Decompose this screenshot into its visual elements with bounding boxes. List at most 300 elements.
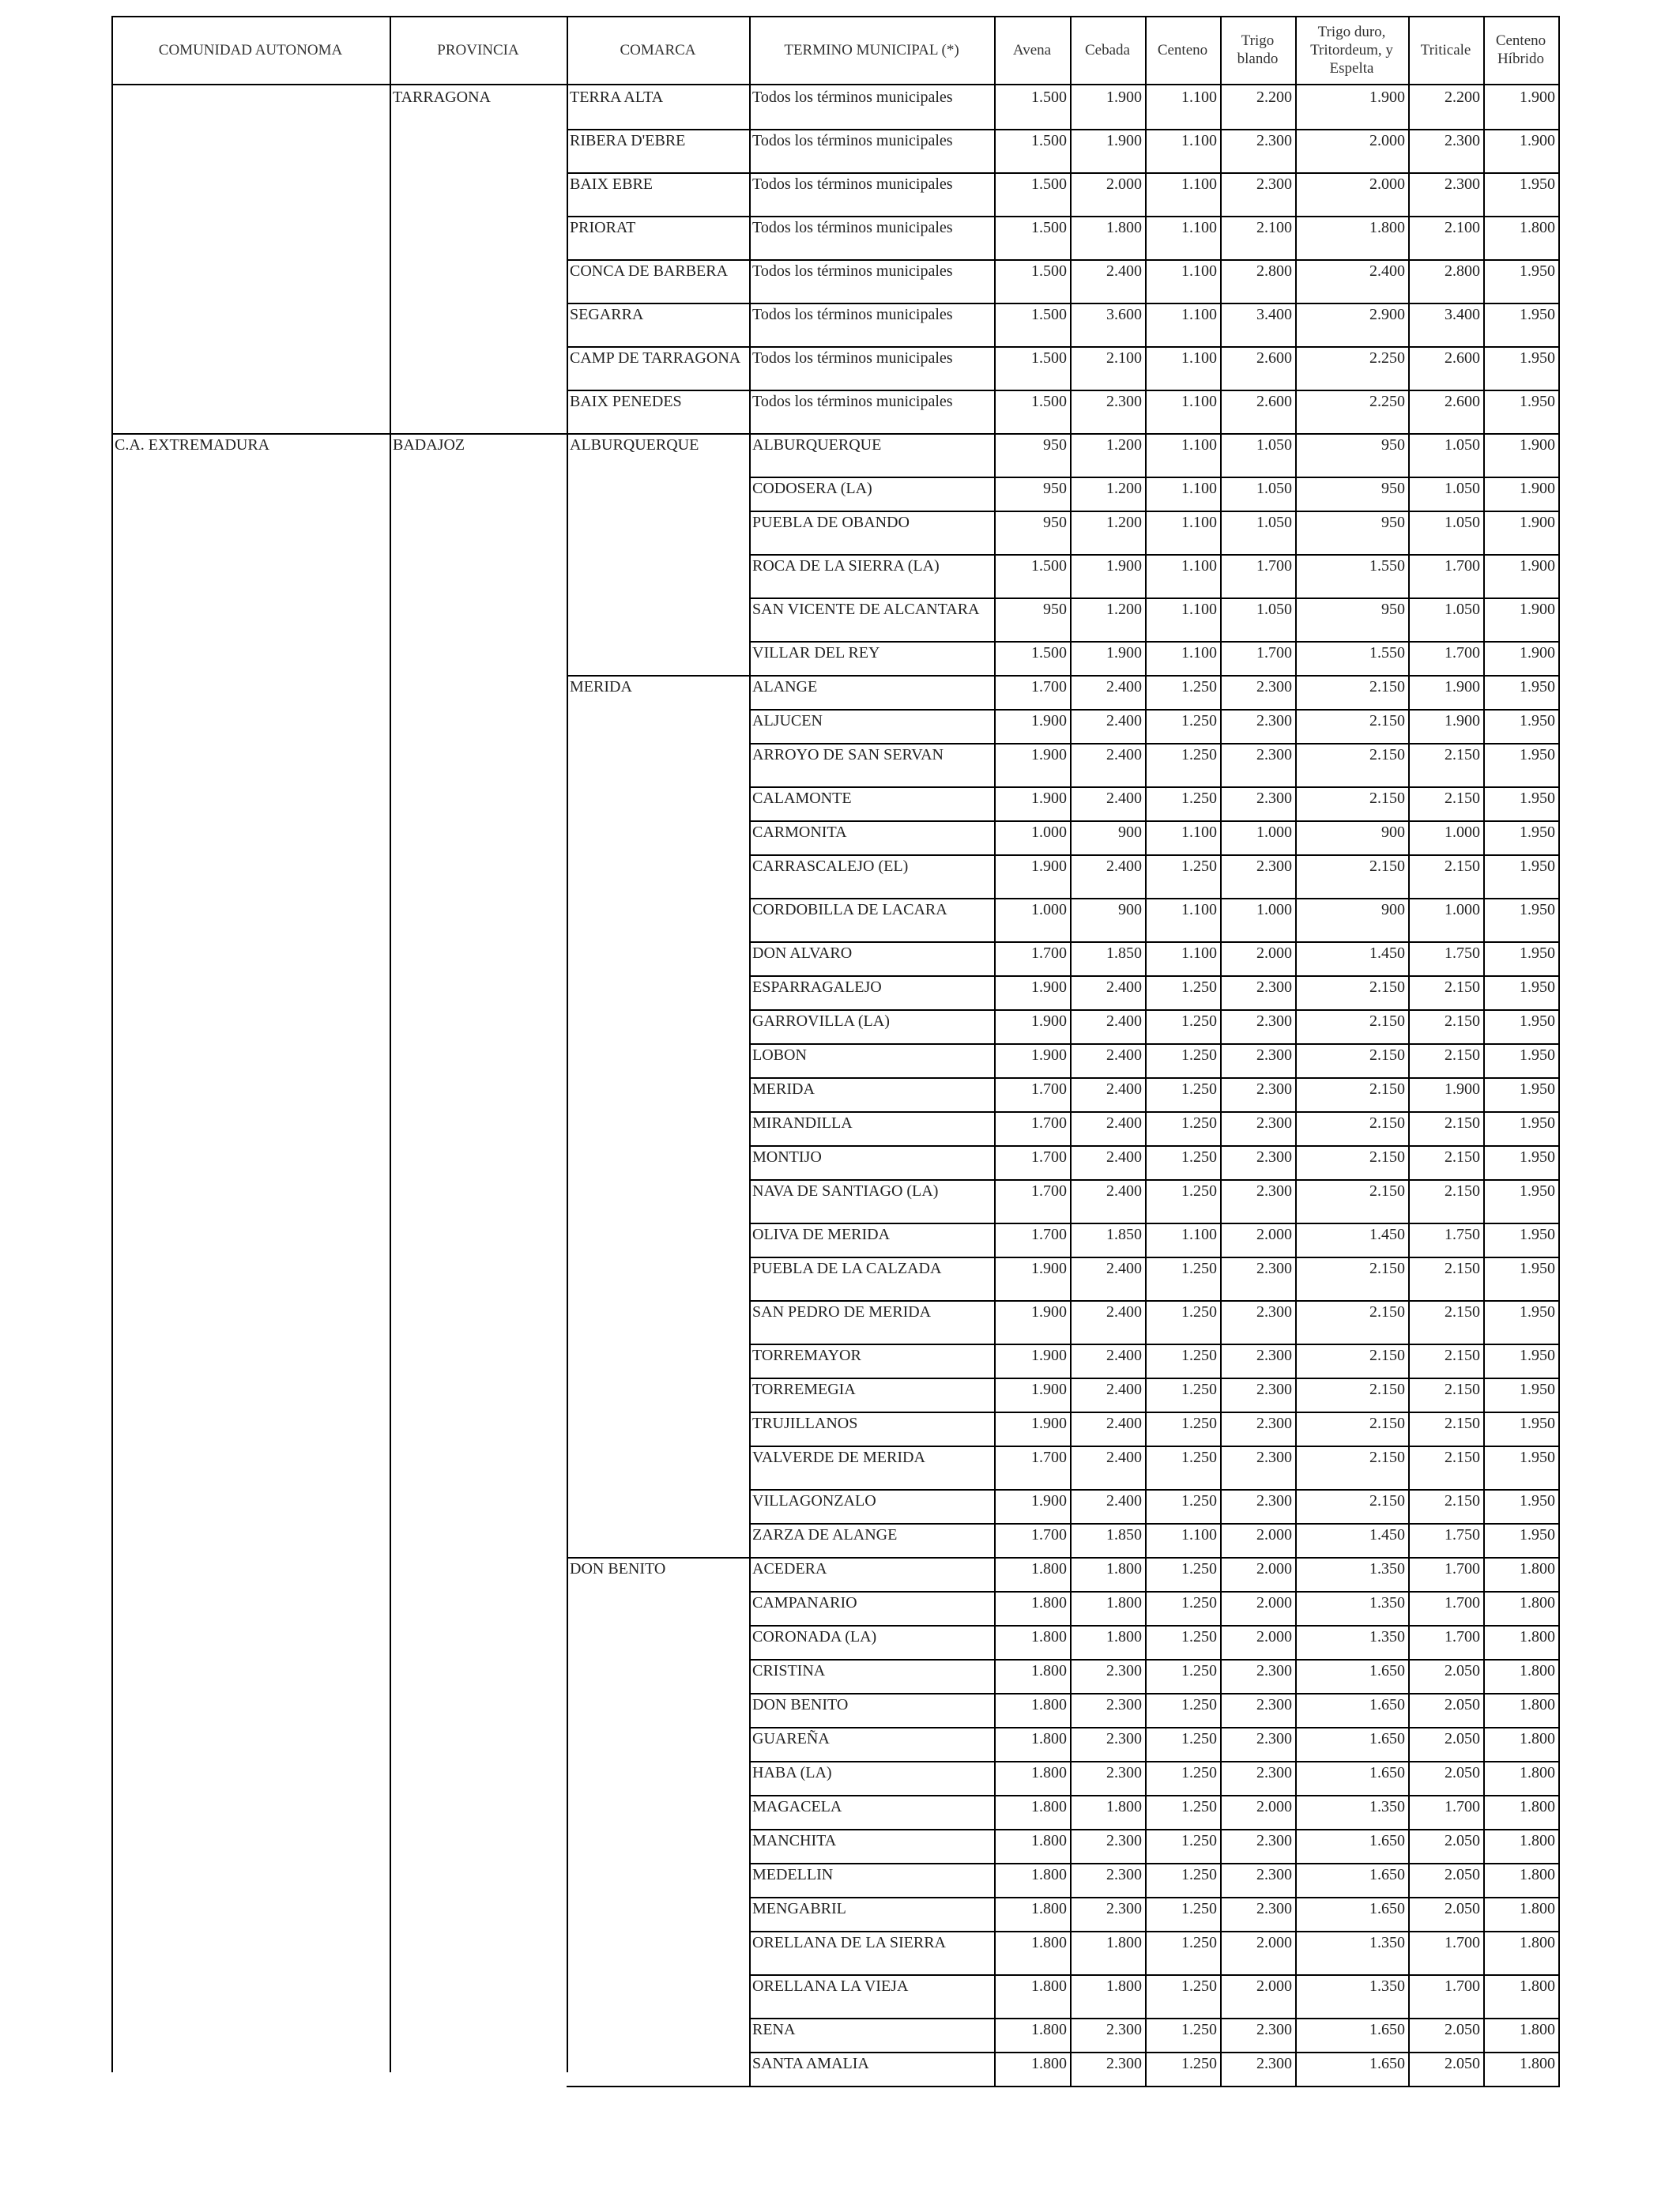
column-divider <box>567 84 568 2072</box>
value-cell: 2.400 <box>1106 1415 1142 1432</box>
value-cell: 2.150 <box>1445 1347 1480 1364</box>
value-cell: 1.000 <box>1256 824 1292 841</box>
value-cell: 1.900 <box>1520 601 1555 618</box>
value-cell: 1.500 <box>1031 132 1067 149</box>
value-cell: 1.250 <box>1181 1900 1217 1917</box>
value-cell: 1.900 <box>1445 678 1480 696</box>
termino-cell: Todos los términos municipales <box>752 175 953 193</box>
value-cell: 2.300 <box>1106 393 1142 410</box>
value-cell: 900 <box>1118 901 1142 918</box>
value-cell: 2.000 <box>1256 1526 1292 1544</box>
column-divider <box>994 84 996 2087</box>
value-cell: 2.150 <box>1369 1492 1405 1510</box>
value-cell: 1.800 <box>1031 1730 1067 1747</box>
value-cell: 2.600 <box>1445 349 1480 367</box>
comarca-cell: DON BENITO <box>570 1560 666 1578</box>
value-cell: 2.300 <box>1256 1012 1292 1030</box>
termino-cell: CORONADA (LA) <box>752 1628 877 1646</box>
value-cell: 1.800 <box>1106 1628 1142 1646</box>
termino-cell: CORDOBILLA DE LACARA <box>752 901 947 918</box>
value-cell: 2.150 <box>1369 712 1405 729</box>
termino-cell: Todos los términos municipales <box>752 89 953 106</box>
value-cell: 1.900 <box>1031 1415 1067 1432</box>
value-cell: 1.900 <box>1520 557 1555 575</box>
value-cell: 1.900 <box>1520 514 1555 531</box>
termino-cell: CAMPANARIO <box>752 1594 857 1612</box>
value-cell: 1.900 <box>1445 1080 1480 1098</box>
value-cell: 2.300 <box>1256 678 1292 696</box>
value-cell: 900 <box>1381 824 1405 841</box>
header-provincia: PROVINCIA <box>437 41 519 58</box>
value-cell: 2.300 <box>1106 1662 1142 1679</box>
value-cell: 1.100 <box>1181 824 1217 841</box>
value-cell: 2.050 <box>1445 2055 1480 2072</box>
value-cell: 1.250 <box>1181 1560 1217 1578</box>
termino-cell: MONTIJO <box>752 1148 822 1166</box>
value-cell: 1.050 <box>1445 436 1480 454</box>
comarca-cell: TERRA ALTA <box>570 89 664 106</box>
termino-cell: VALVERDE DE MERIDA <box>752 1449 925 1466</box>
column-divider <box>390 84 391 2072</box>
value-cell: 2.300 <box>1256 1696 1292 1713</box>
value-cell: 1.800 <box>1520 1560 1555 1578</box>
value-cell: 1.700 <box>1031 678 1067 696</box>
value-cell: 1.250 <box>1181 1303 1217 1321</box>
column-divider <box>1408 84 1410 2087</box>
value-cell: 1.950 <box>1520 1492 1555 1510</box>
value-cell: 1.950 <box>1520 1012 1555 1030</box>
value-cell: 2.400 <box>1106 1114 1142 1132</box>
value-cell: 1.800 <box>1106 1560 1142 1578</box>
value-cell: 1.800 <box>1520 1696 1555 1713</box>
value-cell: 2.300 <box>1256 1381 1292 1398</box>
value-cell: 1.800 <box>1031 1594 1067 1612</box>
value-cell: 1.100 <box>1181 175 1217 193</box>
header-column-divider <box>1408 16 1410 84</box>
value-cell: 1.200 <box>1106 601 1142 618</box>
header-column-divider <box>1070 16 1072 84</box>
value-cell: 2.400 <box>1106 858 1142 875</box>
value-cell: 950 <box>1381 601 1405 618</box>
value-cell: 2.300 <box>1256 1114 1292 1132</box>
column-divider <box>1220 84 1222 2087</box>
value-cell: 2.300 <box>1106 1764 1142 1781</box>
value-cell: 1.700 <box>1445 557 1480 575</box>
value-cell: 2.000 <box>1256 1594 1292 1612</box>
value-cell: 1.250 <box>1181 1046 1217 1064</box>
value-cell: 1.900 <box>1031 1492 1067 1510</box>
value-cell: 1.100 <box>1181 393 1217 410</box>
value-cell: 2.150 <box>1369 1012 1405 1030</box>
row-border <box>749 2086 1560 2087</box>
value-cell: 2.800 <box>1256 262 1292 280</box>
value-cell: 1.050 <box>1445 601 1480 618</box>
value-cell: 2.300 <box>1256 1449 1292 1466</box>
value-cell: 1.050 <box>1445 480 1480 497</box>
value-cell: 1.900 <box>1031 746 1067 763</box>
termino-cell: TRUJILLANOS <box>752 1415 858 1432</box>
value-cell: 2.100 <box>1445 219 1480 236</box>
value-cell: 1.950 <box>1520 1148 1555 1166</box>
value-cell: 1.800 <box>1520 1798 1555 1815</box>
column-divider <box>1483 84 1485 2087</box>
value-cell: 1.800 <box>1520 1730 1555 1747</box>
value-cell: 2.000 <box>1256 1798 1292 1815</box>
value-cell: 2.150 <box>1369 678 1405 696</box>
value-cell: 1.900 <box>1369 89 1405 106</box>
termino-cell: ORELLANA LA VIEJA <box>752 1977 909 1995</box>
value-cell: 1.200 <box>1106 480 1142 497</box>
header-column-divider <box>749 16 751 84</box>
value-cell: 1.550 <box>1369 644 1405 662</box>
value-cell: 2.300 <box>1256 1832 1292 1849</box>
value-cell: 1.250 <box>1181 1696 1217 1713</box>
value-cell: 1.950 <box>1520 1347 1555 1364</box>
value-cell: 1.900 <box>1031 712 1067 729</box>
column-divider <box>1070 84 1072 2087</box>
value-cell: 1.100 <box>1181 1226 1217 1243</box>
value-cell: 2.300 <box>1106 1900 1142 1917</box>
value-cell: 1.950 <box>1520 1226 1555 1243</box>
value-cell: 1.100 <box>1181 262 1217 280</box>
value-cell: 1.800 <box>1031 1934 1067 1951</box>
value-cell: 2.150 <box>1445 1046 1480 1064</box>
value-cell: 1.900 <box>1031 1046 1067 1064</box>
value-cell: 2.000 <box>1256 1934 1292 1951</box>
termino-cell: ARROYO DE SAN SERVAN <box>752 746 944 763</box>
value-cell: 1.800 <box>1520 1764 1555 1781</box>
value-cell: 2.050 <box>1445 1696 1480 1713</box>
header-column-divider <box>1558 16 1560 84</box>
value-cell: 1.100 <box>1181 89 1217 106</box>
value-cell: 1.250 <box>1181 1764 1217 1781</box>
value-cell: 1.800 <box>1106 219 1142 236</box>
value-cell: 1.900 <box>1031 1012 1067 1030</box>
value-cell: 2.150 <box>1369 1449 1405 1466</box>
termino-cell: ALANGE <box>752 678 818 696</box>
value-cell: 1.650 <box>1369 1832 1405 1849</box>
value-cell: 2.200 <box>1256 89 1292 106</box>
value-cell: 1.800 <box>1031 1764 1067 1781</box>
value-cell: 1.700 <box>1445 1594 1480 1612</box>
termino-cell: PUEBLA DE LA CALZADA <box>752 1260 942 1277</box>
value-cell: 2.150 <box>1445 858 1480 875</box>
value-cell: 2.300 <box>1106 2021 1142 2038</box>
value-cell: 1.900 <box>1031 858 1067 875</box>
value-cell: 1.950 <box>1520 393 1555 410</box>
value-cell: 1.950 <box>1520 262 1555 280</box>
termino-cell: DON BENITO <box>752 1696 849 1713</box>
termino-cell: ORELLANA DE LA SIERRA <box>752 1934 946 1951</box>
value-cell: 2.400 <box>1106 262 1142 280</box>
comarca-cell: BAIX EBRE <box>570 175 653 193</box>
value-cell: 1.700 <box>1445 1798 1480 1815</box>
value-cell: 1.900 <box>1031 1347 1067 1364</box>
value-cell: 1.250 <box>1181 1977 1217 1995</box>
value-cell: 1.550 <box>1369 557 1405 575</box>
value-cell: 1.800 <box>1520 1934 1555 1951</box>
header-column-divider <box>567 16 568 84</box>
value-cell: 2.400 <box>1106 1012 1142 1030</box>
value-cell: 1.950 <box>1520 1303 1555 1321</box>
value-cell: 2.250 <box>1369 349 1405 367</box>
value-cell: 2.000 <box>1256 1560 1292 1578</box>
value-cell: 2.400 <box>1106 678 1142 696</box>
comarca-cell: MERIDA <box>570 678 632 696</box>
value-cell: 2.150 <box>1369 1415 1405 1432</box>
value-cell: 1.950 <box>1520 858 1555 875</box>
termino-cell: MERIDA <box>752 1080 815 1098</box>
value-cell: 2.050 <box>1445 2021 1480 2038</box>
comarca-cell: SEGARRA <box>570 306 644 323</box>
termino-cell: MAGACELA <box>752 1798 842 1815</box>
value-cell: 1.800 <box>1106 1594 1142 1612</box>
header-avena: Avena <box>1012 41 1052 58</box>
value-cell: 2.000 <box>1256 1226 1292 1243</box>
provincia-cell: TARRAGONA <box>393 89 491 106</box>
value-cell: 1.900 <box>1031 1260 1067 1277</box>
header-cebada: Cebada <box>1085 41 1130 58</box>
value-cell: 1.700 <box>1445 644 1480 662</box>
value-cell: 1.500 <box>1031 262 1067 280</box>
value-cell: 1.250 <box>1181 1730 1217 1747</box>
value-cell: 1.500 <box>1031 644 1067 662</box>
header-trigo-blando: Trigo blando <box>1237 32 1279 67</box>
value-cell: 2.150 <box>1445 1182 1480 1200</box>
value-cell: 1.800 <box>1520 2055 1555 2072</box>
value-cell: 1.100 <box>1181 349 1217 367</box>
value-cell: 1.800 <box>1031 1560 1067 1578</box>
value-cell: 1.800 <box>1106 1977 1142 1995</box>
value-cell: 1.350 <box>1369 1977 1405 1995</box>
value-cell: 3.400 <box>1445 306 1480 323</box>
value-cell: 2.000 <box>1256 944 1292 962</box>
header-comunidad: COMUNIDAD AUTONOMA <box>158 41 343 58</box>
value-cell: 2.400 <box>1106 1303 1142 1321</box>
value-cell: 1.200 <box>1106 436 1142 454</box>
value-cell: 1.350 <box>1369 1798 1405 1815</box>
value-cell: 1.800 <box>1106 1798 1142 1815</box>
value-cell: 1.850 <box>1106 1526 1142 1544</box>
value-cell: 1.850 <box>1106 944 1142 962</box>
termino-cell: CALAMONTE <box>752 790 852 807</box>
termino-cell: SAN PEDRO DE MERIDA <box>752 1303 932 1321</box>
value-cell: 2.150 <box>1369 1260 1405 1277</box>
value-cell: 1.050 <box>1256 436 1292 454</box>
value-cell: 2.400 <box>1106 1449 1142 1466</box>
value-cell: 1.900 <box>1445 712 1480 729</box>
value-cell: 2.150 <box>1369 746 1405 763</box>
value-cell: 1.250 <box>1181 978 1217 996</box>
value-cell: 2.050 <box>1445 1764 1480 1781</box>
header-column-divider <box>390 16 391 84</box>
value-cell: 2.000 <box>1256 1628 1292 1646</box>
value-cell: 2.150 <box>1369 1114 1405 1132</box>
value-cell: 1.250 <box>1181 1492 1217 1510</box>
termino-cell: MIRANDILLA <box>752 1114 853 1132</box>
value-cell: 900 <box>1118 824 1142 841</box>
value-cell: 1.800 <box>1520 1662 1555 1679</box>
value-cell: 1.950 <box>1520 712 1555 729</box>
value-cell: 2.300 <box>1106 2055 1142 2072</box>
value-cell: 1.950 <box>1520 1046 1555 1064</box>
comarca-cell: CAMP DE TARRAGONA <box>570 349 741 367</box>
value-cell: 3.400 <box>1256 306 1292 323</box>
value-cell: 1.250 <box>1181 1012 1217 1030</box>
termino-cell: CARRASCALEJO (EL) <box>752 858 909 875</box>
value-cell: 2.150 <box>1445 790 1480 807</box>
value-cell: 1.650 <box>1369 1662 1405 1679</box>
termino-cell: CARMONITA <box>752 824 847 841</box>
termino-cell: Todos los términos municipales <box>752 219 953 236</box>
value-cell: 2.300 <box>1256 1662 1292 1679</box>
value-cell: 1.800 <box>1520 1977 1555 1995</box>
value-cell: 1.250 <box>1181 1449 1217 1466</box>
value-cell: 2.050 <box>1445 1832 1480 1849</box>
termino-cell: ZARZA DE ALANGE <box>752 1526 898 1544</box>
termino-cell: GUAREÑA <box>752 1730 830 1747</box>
value-cell: 1.250 <box>1181 2021 1217 2038</box>
value-cell: 1.950 <box>1520 349 1555 367</box>
value-cell: 1.950 <box>1520 175 1555 193</box>
value-cell: 2.150 <box>1369 978 1405 996</box>
value-cell: 2.600 <box>1256 349 1292 367</box>
value-cell: 1.650 <box>1369 1900 1405 1917</box>
value-cell: 2.150 <box>1445 1449 1480 1466</box>
value-cell: 1.900 <box>1031 1303 1067 1321</box>
value-cell: 1.500 <box>1031 306 1067 323</box>
value-cell: 1.250 <box>1181 678 1217 696</box>
termino-cell: NAVA DE SANTIAGO (LA) <box>752 1182 939 1200</box>
value-cell: 2.300 <box>1106 1696 1142 1713</box>
provincia-cell: BADAJOZ <box>393 436 465 454</box>
termino-cell: ROCA DE LA SIERRA (LA) <box>752 557 940 575</box>
value-cell: 1.250 <box>1181 1148 1217 1166</box>
header-column-divider <box>1145 16 1147 84</box>
column-divider <box>1558 84 1560 2087</box>
value-cell: 1.650 <box>1369 1696 1405 1713</box>
value-cell: 1.350 <box>1369 1628 1405 1646</box>
column-divider <box>1295 84 1297 2087</box>
value-cell: 1.450 <box>1369 1226 1405 1243</box>
value-cell: 1.700 <box>1445 1628 1480 1646</box>
value-cell: 1.700 <box>1031 1226 1067 1243</box>
value-cell: 2.150 <box>1369 1046 1405 1064</box>
value-cell: 1.950 <box>1520 944 1555 962</box>
termino-cell: MANCHITA <box>752 1832 837 1849</box>
termino-cell: OLIVA DE MERIDA <box>752 1226 891 1243</box>
value-cell: 2.150 <box>1369 1182 1405 1200</box>
value-cell: 2.300 <box>1445 175 1480 193</box>
termino-cell: VILLAR DEL REY <box>752 644 880 662</box>
value-cell: 2.150 <box>1445 1303 1480 1321</box>
value-cell: 2.300 <box>1256 712 1292 729</box>
value-cell: 1.250 <box>1181 1381 1217 1398</box>
value-cell: 1.100 <box>1181 944 1217 962</box>
value-cell: 1.050 <box>1445 514 1480 531</box>
column-divider <box>749 84 751 2087</box>
value-cell: 1.950 <box>1520 978 1555 996</box>
value-cell: 1.100 <box>1181 644 1217 662</box>
value-cell: 1.900 <box>1106 644 1142 662</box>
value-cell: 2.300 <box>1256 1730 1292 1747</box>
value-cell: 1.250 <box>1181 2055 1217 2072</box>
value-cell: 1.100 <box>1181 480 1217 497</box>
value-cell: 1.700 <box>1031 1080 1067 1098</box>
termino-cell: MEDELLIN <box>752 1866 834 1883</box>
value-cell: 1.800 <box>1031 1977 1067 1995</box>
value-cell: 2.250 <box>1369 393 1405 410</box>
value-cell: 1.800 <box>1031 1662 1067 1679</box>
termino-cell: SANTA AMALIA <box>752 2055 869 2072</box>
value-cell: 1.250 <box>1181 1415 1217 1432</box>
value-cell: 1.650 <box>1369 1730 1405 1747</box>
value-cell: 1.800 <box>1031 1900 1067 1917</box>
termino-cell: TORREMEGIA <box>752 1381 856 1398</box>
value-cell: 900 <box>1381 901 1405 918</box>
value-cell: 2.000 <box>1106 175 1142 193</box>
termino-cell: Todos los términos municipales <box>752 132 953 149</box>
value-cell: 2.300 <box>1256 2055 1292 2072</box>
header-column-divider <box>1220 16 1222 84</box>
value-cell: 2.400 <box>1106 1492 1142 1510</box>
value-cell: 2.050 <box>1445 1662 1480 1679</box>
value-cell: 1.800 <box>1520 1900 1555 1917</box>
value-cell: 1.950 <box>1520 1415 1555 1432</box>
value-cell: 1.500 <box>1031 89 1067 106</box>
value-cell: 2.050 <box>1445 1866 1480 1883</box>
value-cell: 2.300 <box>1256 858 1292 875</box>
value-cell: 1.700 <box>1445 1560 1480 1578</box>
value-cell: 2.150 <box>1445 1260 1480 1277</box>
column-divider <box>1145 84 1147 2087</box>
value-cell: 1.650 <box>1369 2021 1405 2038</box>
header-centeno-hibrido: Centeno Híbrido <box>1495 32 1546 67</box>
value-cell: 1.900 <box>1031 1381 1067 1398</box>
value-cell: 2.000 <box>1256 1977 1292 1995</box>
value-cell: 1.950 <box>1520 1080 1555 1098</box>
value-cell: 1.250 <box>1181 1628 1217 1646</box>
value-cell: 1.800 <box>1031 1798 1067 1815</box>
value-cell: 1.500 <box>1031 175 1067 193</box>
value-cell: 2.300 <box>1256 1182 1292 1200</box>
value-cell: 1.900 <box>1520 436 1555 454</box>
value-cell: 950 <box>1043 601 1067 618</box>
termino-cell: DON ALVARO <box>752 944 853 962</box>
value-cell: 1.250 <box>1181 1866 1217 1883</box>
value-cell: 1.100 <box>1181 219 1217 236</box>
value-cell: 1.950 <box>1520 1182 1555 1200</box>
value-cell: 1.350 <box>1369 1594 1405 1612</box>
value-cell: 2.400 <box>1369 262 1405 280</box>
value-cell: 1.700 <box>1031 1526 1067 1544</box>
value-cell: 1.950 <box>1520 824 1555 841</box>
value-cell: 2.150 <box>1369 790 1405 807</box>
value-cell: 3.600 <box>1106 306 1142 323</box>
value-cell: 1.350 <box>1369 1560 1405 1578</box>
value-cell: 1.500 <box>1031 393 1067 410</box>
value-cell: 2.050 <box>1445 1900 1480 1917</box>
value-cell: 1.900 <box>1106 132 1142 149</box>
value-cell: 2.300 <box>1106 1866 1142 1883</box>
header-termino: TERMINO MUNICIPAL (*) <box>784 41 959 58</box>
value-cell: 2.300 <box>1106 1832 1142 1849</box>
comarca-cell: ALBURQUERQUE <box>570 436 699 454</box>
header-comarca: COMARCA <box>620 41 696 58</box>
termino-cell: CODOSERA (LA) <box>752 480 872 497</box>
termino-cell: HABA (LA) <box>752 1764 832 1781</box>
value-cell: 2.300 <box>1106 1730 1142 1747</box>
